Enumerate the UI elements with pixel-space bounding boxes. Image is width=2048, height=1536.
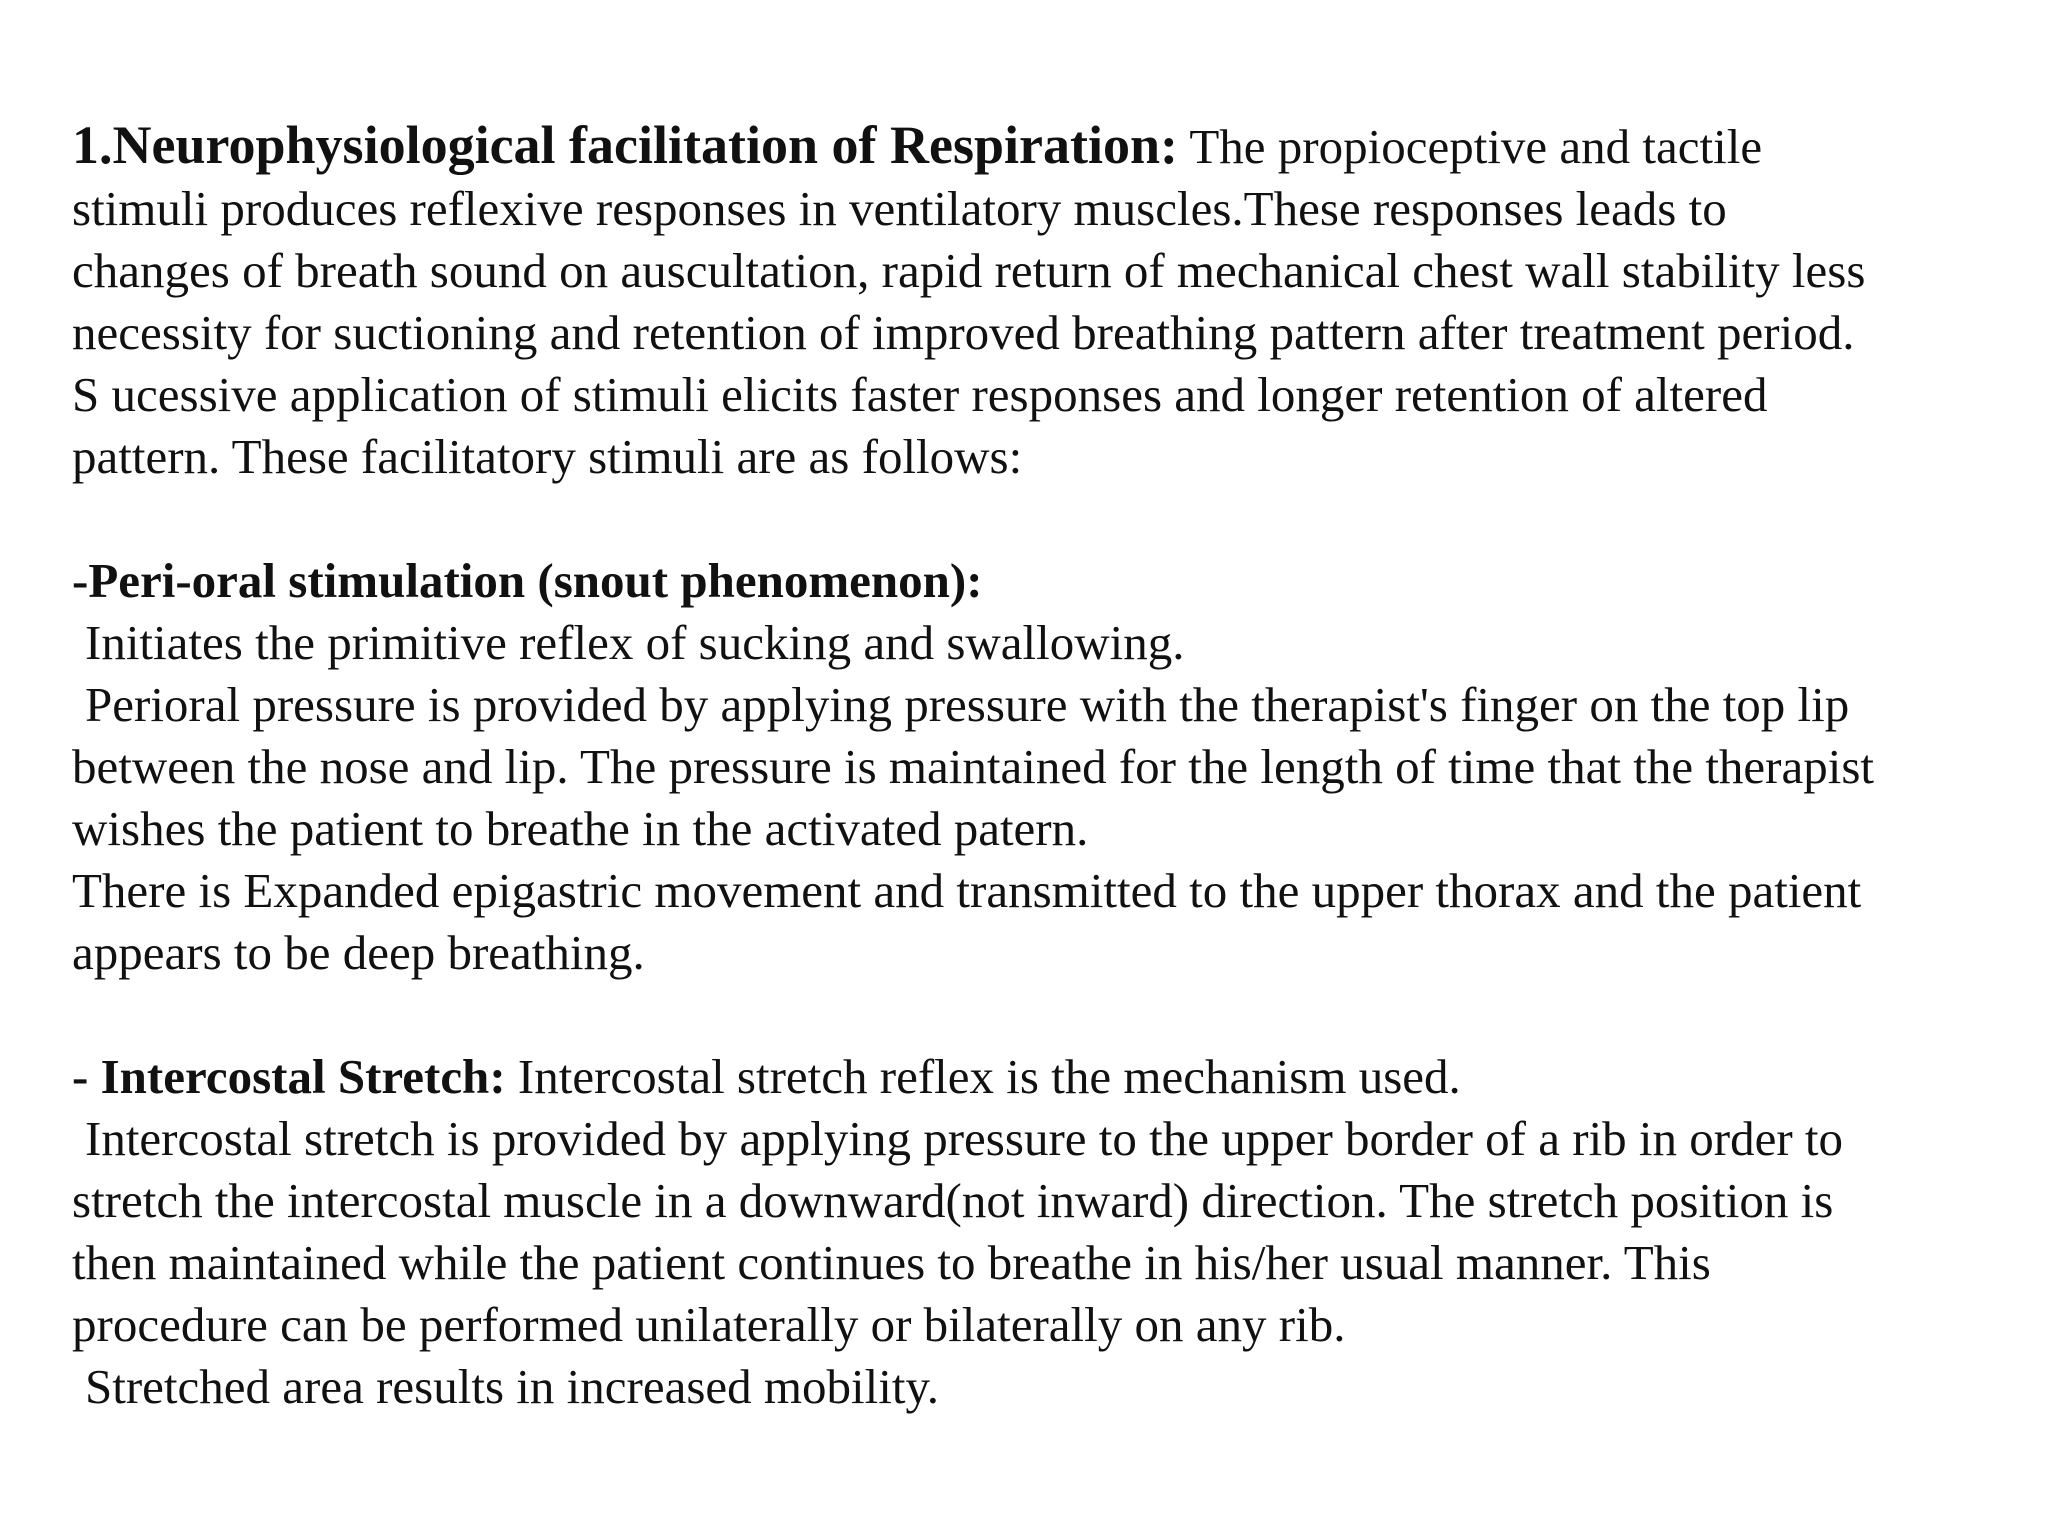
paragraph-line: stretch the intercostal muscle in a downward(not inward) direction. The stretch position is	[72, 1173, 1834, 1228]
section-neurophysiological-facilitation	[72, 114, 2002, 488]
section-heading: - Intercostal Stretch:	[72, 1049, 506, 1104]
section-heading: -Peri-oral stimulation (snout phenomenon):	[72, 553, 983, 608]
paragraph-line: changes of breath sound on auscultation, rapid return of mechanical chest wall stability less	[72, 243, 1866, 298]
paragraph-line: There is Expanded epigastric movement and transmitted to the upper thorax and the patient	[72, 863, 1862, 918]
document-page	[72, 114, 2002, 1480]
paragraph-line: stimuli produces reflexive responses in ventilatory muscles.These responses leads to	[72, 181, 1727, 236]
paragraph-line: pattern. These facilitatory stimuli are as follows:	[72, 429, 1023, 484]
paragraph-line	[72, 114, 2002, 178]
paragraph-line: wishes the patient to breathe in the activated patern.	[72, 801, 1089, 856]
paragraph-line: then maintained while the patient continues to breathe in his/her usual manner. This	[72, 1235, 1711, 1290]
paragraph-text: The propioceptive and tactile	[1177, 119, 1763, 174]
paragraph-line: necessity for suctioning and retention of improved breathing pattern after treatment period.	[72, 305, 1855, 360]
section-intercostal-stretch	[72, 1046, 2002, 1418]
section-peri-oral-stimulation	[72, 550, 2002, 984]
paragraph-line: Perioral pressure is provided by applying pressure with the therapist's finger on the top lip	[85, 677, 1850, 732]
paragraph-line	[72, 1046, 2002, 1108]
section-heading: 1.Neurophysiological facilitation of Respiration:	[72, 115, 1178, 175]
paragraph-text: Intercostal stretch reflex is the mechanism used.	[505, 1049, 1461, 1104]
paragraph-line: appears to be deep breathing.	[72, 925, 645, 980]
paragraph-line: Intercostal stretch is provided by applying pressure to the upper border of a rib in order to	[85, 1111, 1844, 1166]
paragraph-line: between the nose and lip. The pressure is maintained for the length of time that the therapist	[72, 739, 1875, 794]
paragraph-line: Initiates the primitive reflex of sucking and swallowing.	[85, 615, 1185, 670]
paragraph-line: S ucessive application of stimuli elicits faster responses and longer retention of altered	[72, 367, 1768, 422]
paragraph-line: procedure can be performed unilaterally or bilaterally on any rib.	[72, 1297, 1346, 1352]
paragraph-line: Stretched area results in increased mobility.	[85, 1359, 940, 1414]
